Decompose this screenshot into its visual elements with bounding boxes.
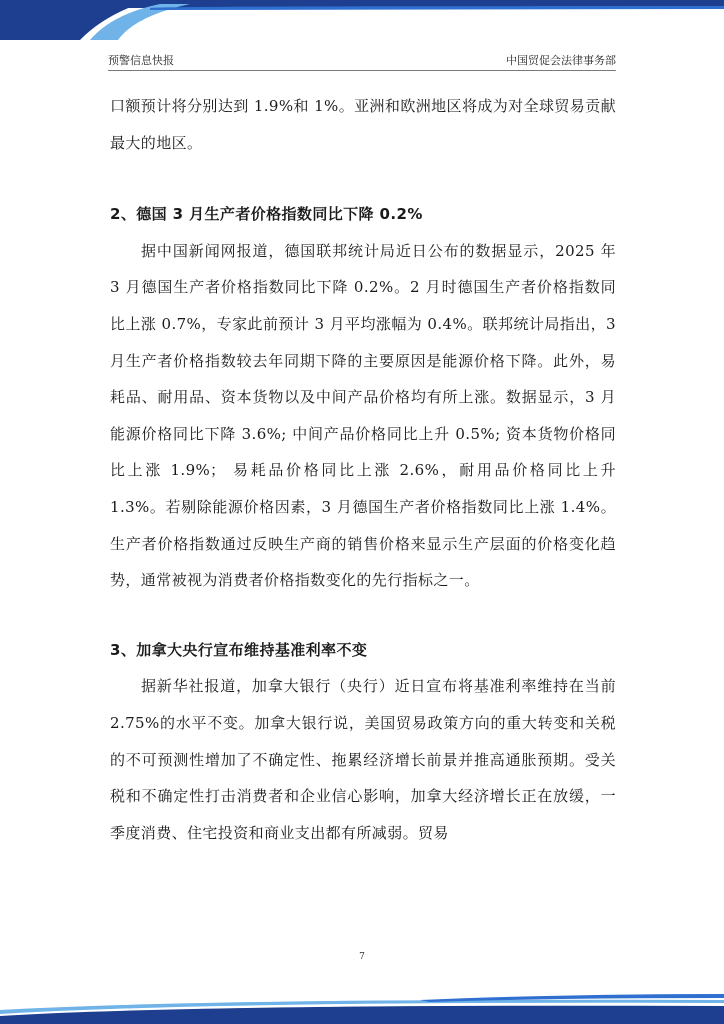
section-3-body: 据新华社报道，加拿大银行（央行）近日宣布将基准利率维持在当前 2.75%的水平不变。加拿大银行说，美国贸易政策方向的重大转变和关税的不可预测性增加了不确定性、拖累经济增长前景并推高通胀预期。受关税和不确定性打击消费者和企业信心影响，加拿大经济增长正在放缓，一季度消费、住宅投资和商业支出都有所减弱。贸易 — [110, 677, 616, 842]
header-department: 中国贸促会法律事务部 — [506, 54, 616, 67]
header-publication-title: 预警信息快报 — [108, 54, 174, 67]
header-divider — [108, 70, 616, 71]
section-3-heading: 3、加拿大央行宣布维持基准利率不变 — [110, 640, 368, 659]
page-content — [110, 88, 616, 851]
top-decorative-band — [0, 0, 724, 40]
page-header — [108, 52, 616, 70]
continued-paragraph: 口额预计将分别达到 1.9%和 1%。亚洲和欧洲地区将成为对全球贸易贡献最大的地区。 — [110, 97, 616, 152]
page-number: 7 — [359, 952, 365, 962]
bottom-decorative-band — [0, 986, 724, 1024]
section-2-heading: 2、德国 3 月生产者价格指数同比下降 0.2% — [110, 205, 423, 224]
section-2-body: 据中国新闻网报道，德国联邦统计局近日公布的数据显示，2025 年 3 月德国生产者价格指数同比下降 0.2%。2 月时德国生产者价格指数同比上涨 0.7%，专家此前预计 3 月平均涨幅为 0.4%。联邦统计局指出，3 月生产者价格指数较去年同期下降的主要原因是能源价格下降。此外，易耗品、耐用品、资本货物以及中间产品价格均有所上涨。数据显示，3 月能源价格同比下降 3.6%; 中间产品价格同比上升 0.5%; 资本货物价格同比上涨 1.9%； 易耗品价格同比上涨 2.6%，耐用品价格同比上升 1.3%。若剔除能源价格因素，3 月德国生产者价格指数同比上涨 1.4%。生产者价格指数通过反映生产商的销售价格来显示生产层面的价格变化趋势，通常被视为消费者价格指数变化的先行指标之一。 — [110, 241, 616, 590]
